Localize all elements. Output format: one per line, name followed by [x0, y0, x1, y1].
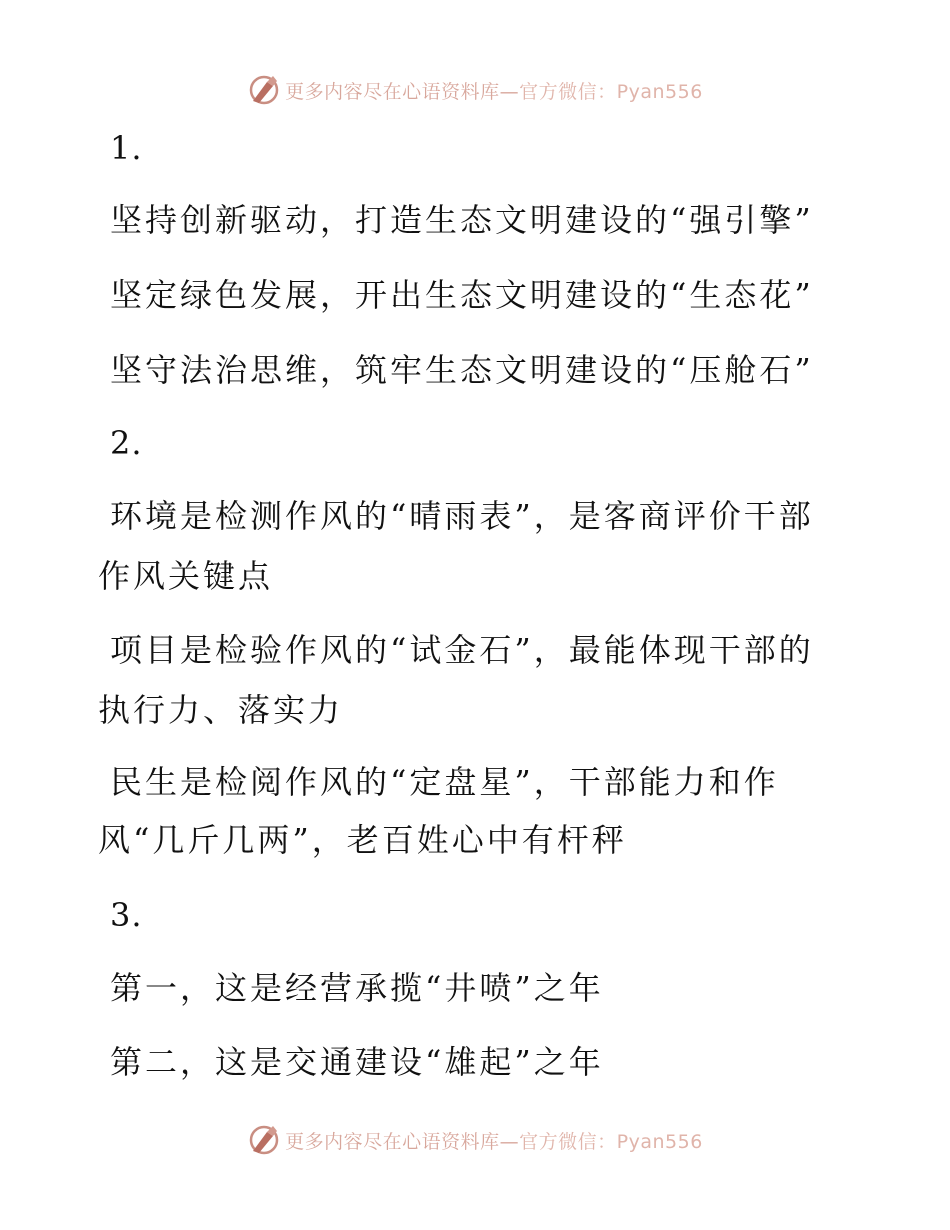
- watermark-wechat: 官方微信：Pyan556: [519, 1130, 703, 1153]
- list-item: 坚持创新驱动，打造生态文明建设的“强引擎”: [110, 201, 814, 239]
- section-number: 2.: [110, 424, 143, 462]
- list-item: 项目是检验作风的“试金石”，最能体现干部的: [110, 631, 814, 669]
- watermark-brand: 更多内容尽在心语资料库—: [285, 80, 520, 103]
- list-item: 环境是检测作风的“晴雨表”，是客商评价干部: [110, 497, 814, 535]
- watermark-banner-bottom: [0, 1120, 950, 1160]
- list-item: 坚定绿色发展，开出生态文明建设的“生态花”: [110, 276, 814, 314]
- list-item: 坚守法治思维，筑牢生态文明建设的“压舱石”: [110, 351, 814, 389]
- watermark-brand: 更多内容尽在心语资料库—: [285, 1130, 520, 1153]
- section-number: 1.: [110, 129, 143, 167]
- list-item: 第二，这是交通建设“雄起”之年: [110, 1043, 604, 1081]
- list-item-continuation: 作风关键点: [98, 557, 274, 595]
- list-item-continuation: 风“几斤几两”，老百姓心中有杆秤: [98, 821, 627, 859]
- watermark-wechat: 官方微信：Pyan556: [519, 80, 703, 103]
- list-item: 民生是检阅作风的“定盘星”，干部能力和作: [110, 763, 779, 801]
- list-item: 第一，这是经营承揽“井喷”之年: [110, 969, 604, 1007]
- list-item-continuation: 执行力、落实力: [98, 691, 344, 729]
- section-number: 3.: [110, 896, 143, 934]
- pen-nib-circle-icon: [247, 1123, 281, 1157]
